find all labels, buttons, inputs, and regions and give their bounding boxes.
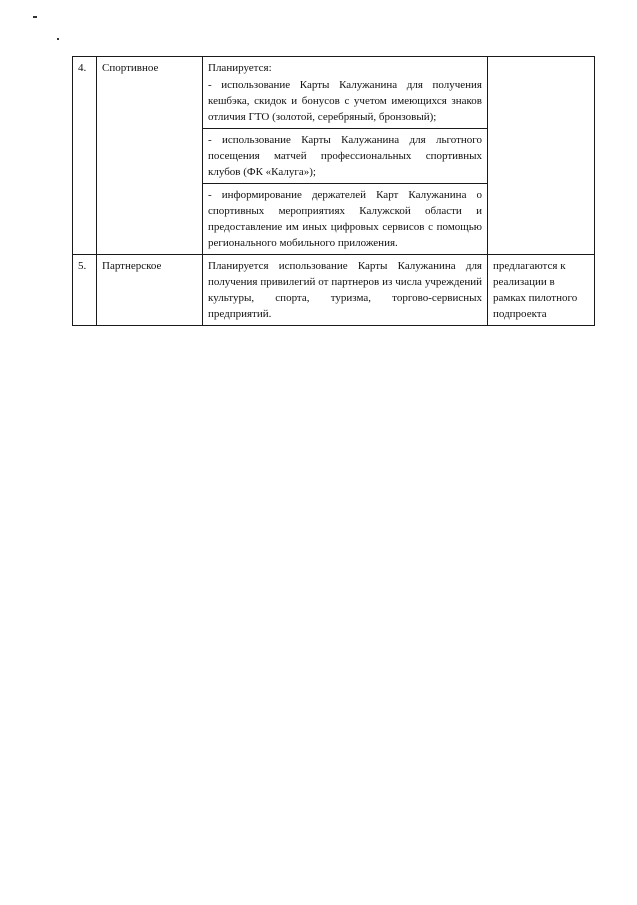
description-item-block — [203, 128, 487, 180]
description-text: Планируется использование Карты Калужанина для получения привилегий от партнеров из числа учреждений культуры, спорта, туризма, торгово-сервисных предприятий. — [208, 260, 482, 320]
description-item: - информирование держателей Карт Калужанина о спортивных мероприятиях Калужской области и предоставление им иных цифровых сервисов с помощью регионального мобильного приложения. — [208, 189, 482, 249]
note-text: предлагаются к реализации в рамках пилотного подпроекта — [493, 260, 578, 320]
row-number: 5. — [73, 255, 97, 326]
direction-description — [203, 255, 488, 326]
direction-note — [488, 57, 595, 255]
table-row — [73, 57, 595, 255]
description-item-block — [203, 183, 487, 251]
scan-speck — [33, 16, 37, 18]
row-number: 4. — [73, 57, 97, 255]
directions-table — [72, 56, 595, 326]
table-row — [73, 255, 595, 326]
direction-note — [488, 255, 595, 326]
description-intro: Планируется: — [208, 62, 272, 74]
scan-speck — [57, 38, 59, 40]
description-item: - использование Карты Калужанина для льготного посещения матчей профессиональных спортивных клубов (ФК «Калуга»); — [208, 134, 482, 178]
direction-name: Спортивное — [97, 57, 203, 255]
direction-name: Партнерское — [97, 255, 203, 326]
description-item: - использование Карты Калужанина для получения кешбэка, скидок и бонусов с учетом имеющихся знаков отличия ГТО (золотой, серебряный, бронзовый); — [208, 79, 482, 123]
direction-description — [203, 57, 488, 255]
